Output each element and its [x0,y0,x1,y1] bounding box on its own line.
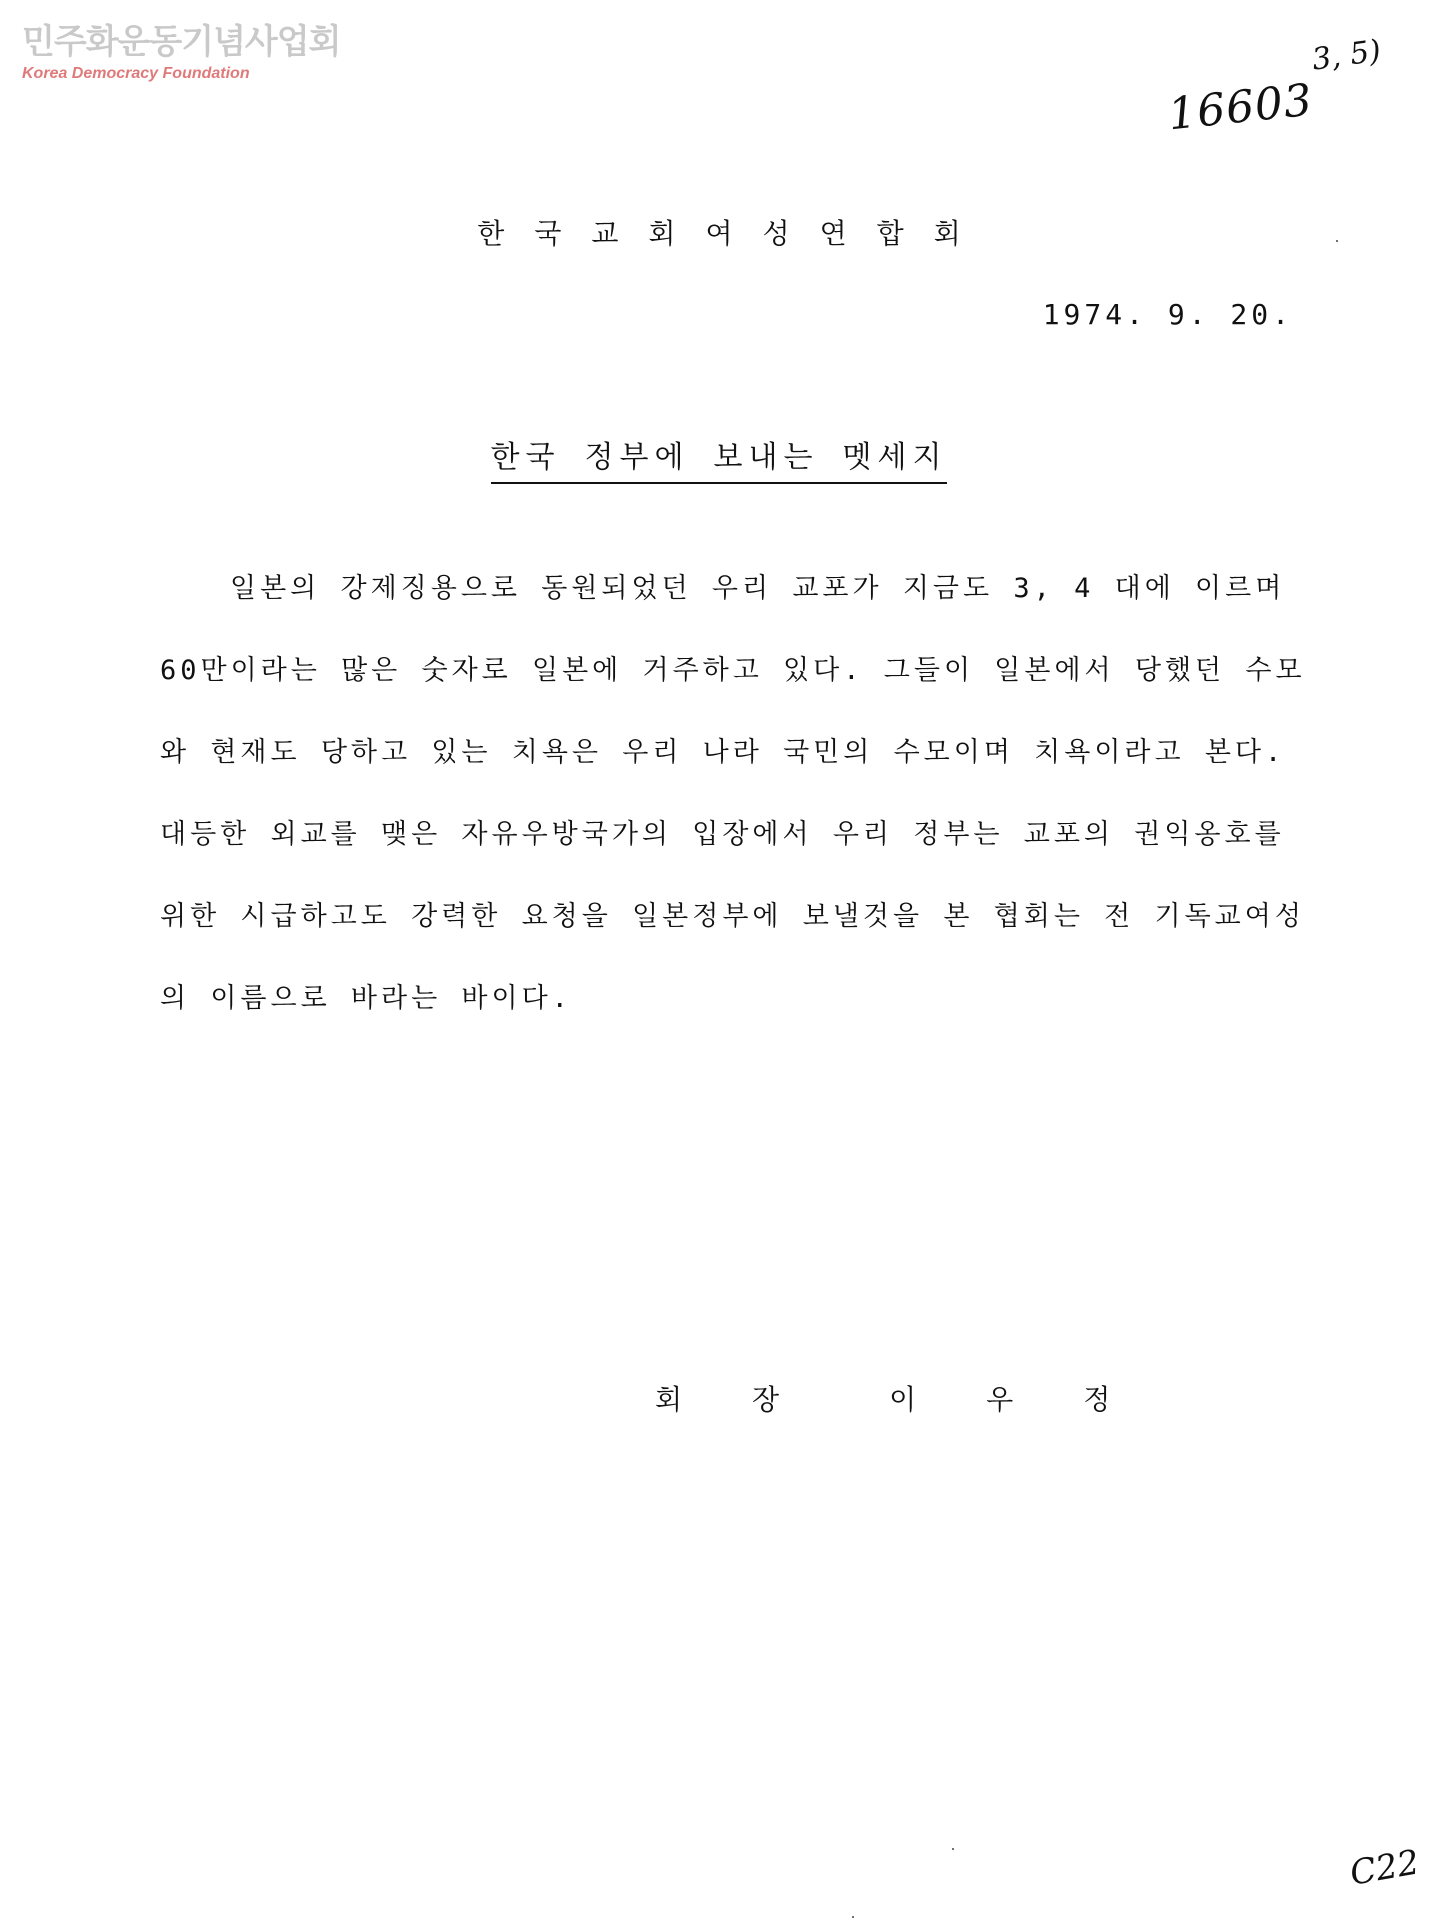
foundation-watermark [22,22,340,84]
scan-speck [852,1916,854,1918]
document-body [160,548,1310,1040]
document-date: 1974. 9. 20. [1042,298,1293,331]
document-title: 한국 정부에 보내는 멧세지 [491,432,948,484]
signer-name: 이우정 [889,1383,1181,1416]
handwritten-document-number: 16603 [1165,74,1316,141]
document-title-wrap [0,432,1438,484]
handwritten-sub-number: 3, 5) [1309,33,1384,78]
watermark-korean: 민주화운동기념사업회 [22,22,341,62]
handwritten-page-mark: C22 [1347,1842,1423,1894]
signer-role: 회장 [655,1383,850,1416]
watermark-english: Korea Democracy Foundation [22,65,250,82]
organization-name: 한국교회여성연합회 [477,217,991,250]
body-paragraph: 일본의 강제징용으로 동원되었던 우리 교포가 지금도 3, 4 대에 이르며 60만이라는 많은 숫자로 일본에 거주하고 있다. 그들이 일본에서 당했던 수모와 현재도 당하고 있는 치욕은 우리 나라 국민의 수모이며 치욕이라고 본다. 대등한 외교를 맺은 자유우방국가의 입장에서 우리 정부는 교포의 권익옹호를 위한 시급하고도 강력한 요청을 일본정부에 보낼것을 본 협회는 전 기독교여성의 이름으로 바라는 바이다. [160,573,1306,1014]
scan-speck [952,1848,954,1850]
signature-block [655,1378,1180,1418]
scan-speck [1336,240,1338,242]
